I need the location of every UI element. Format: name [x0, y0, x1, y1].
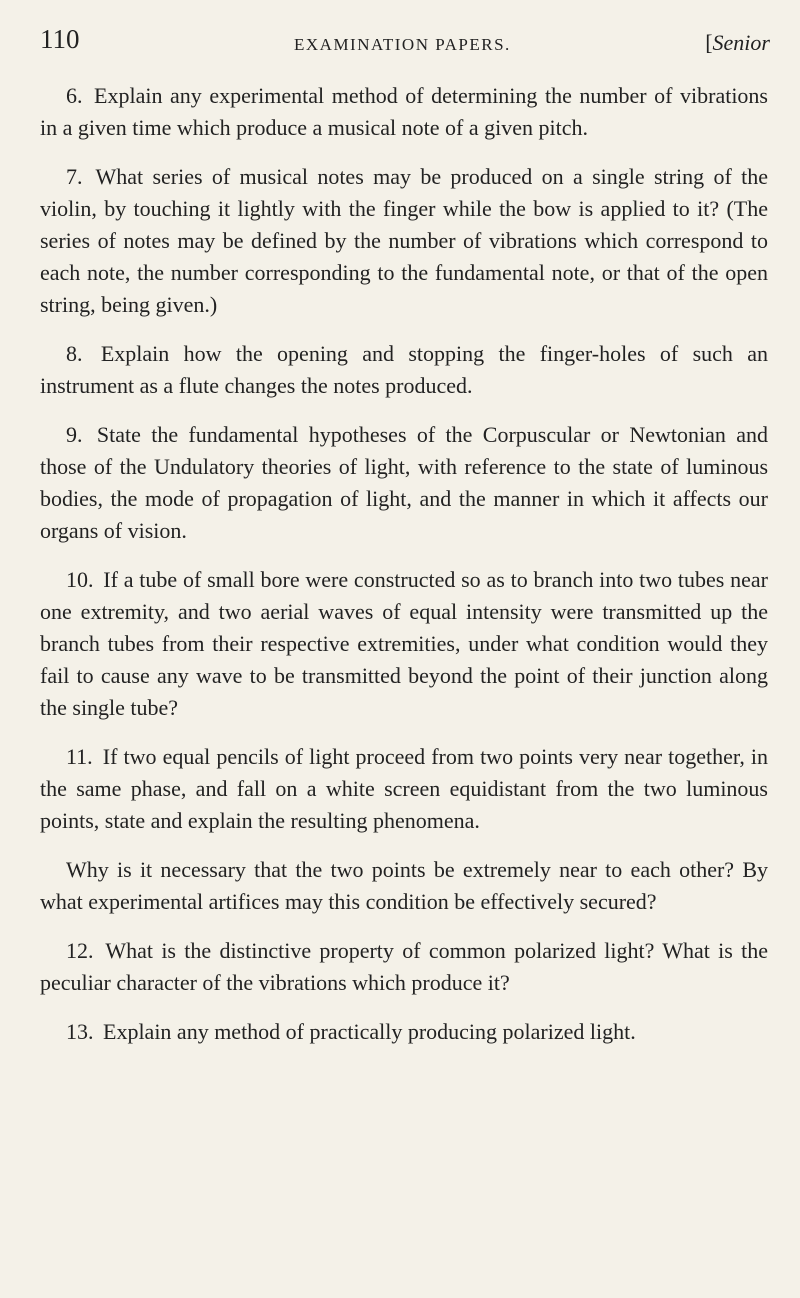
question-9	[40, 419, 768, 547]
question-number: 9.	[66, 422, 83, 447]
section-name: Senior	[712, 30, 770, 55]
question-text: Explain any experimental method of determining the number of vibrations in a given time which produce a musical note of a given pitch.	[40, 83, 768, 140]
question-number: 13.	[66, 1019, 94, 1044]
section-tag	[705, 30, 770, 56]
question-6	[40, 80, 768, 144]
question-text: If two equal pencils of light proceed from two points very near together, in the same phase, and fall on a white screen equidistant from the two luminous points, state and explain the resulting phenomena.	[40, 744, 769, 833]
question-text: What series of musical notes may be produced on a single string of the violin, by touching it lightly with the finger while the bow is applied to it? (The series of notes may be defined by the number of vibrations which correspond to each note, the number corresponding to the fundamental note, or that of the open string, being given.)	[40, 164, 768, 317]
section-bracket: [	[705, 30, 713, 55]
question-number: 6.	[66, 83, 83, 108]
question-text: If a tube of small bore were constructed so as to branch into two tubes near one extremity, and two aerial waves of equal intensity were transmitted up the branch tubes from their respective extremities, under what condition would they fail to cause any wave to be transmitted beyond the point of their junction along the single tube?	[40, 567, 769, 720]
page-header	[40, 24, 770, 54]
page-number: 110	[40, 24, 80, 54]
running-head: EXAMINATION PAPERS.	[294, 35, 511, 54]
question-7	[40, 161, 768, 321]
question-text: Why is it necessary that the two points be extremely near to each other? By what experimental artifices may this condition be effectively secured?	[40, 857, 768, 914]
question-number: 11.	[66, 744, 93, 769]
question-number: 10.	[66, 567, 94, 592]
question-number: 12.	[66, 938, 94, 963]
question-13	[40, 1016, 768, 1048]
question-number: 7.	[66, 164, 83, 189]
question-number: 8.	[66, 341, 83, 366]
question-text: What is the distinctive property of common polarized light? What is the peculiar character of the vibrations which produce it?	[40, 938, 768, 995]
question-8	[40, 338, 768, 402]
question-11	[40, 741, 768, 837]
question-text: Explain how the opening and stopping the finger-holes of such an instrument as a flute changes the notes produced.	[40, 341, 768, 398]
question-list	[40, 80, 768, 1065]
question-10	[40, 564, 768, 724]
question-12	[40, 935, 768, 999]
question-text: State the fundamental hypotheses of the Corpuscular or Newtonian and those of the Undulatory theories of light, with reference to the state of luminous bodies, the mode of propagation of light, and the manner in which it affects our organs of vision.	[40, 422, 768, 543]
question-11-continuation	[40, 854, 768, 918]
question-text: Explain any method of practically producing polarized light.	[103, 1019, 636, 1044]
